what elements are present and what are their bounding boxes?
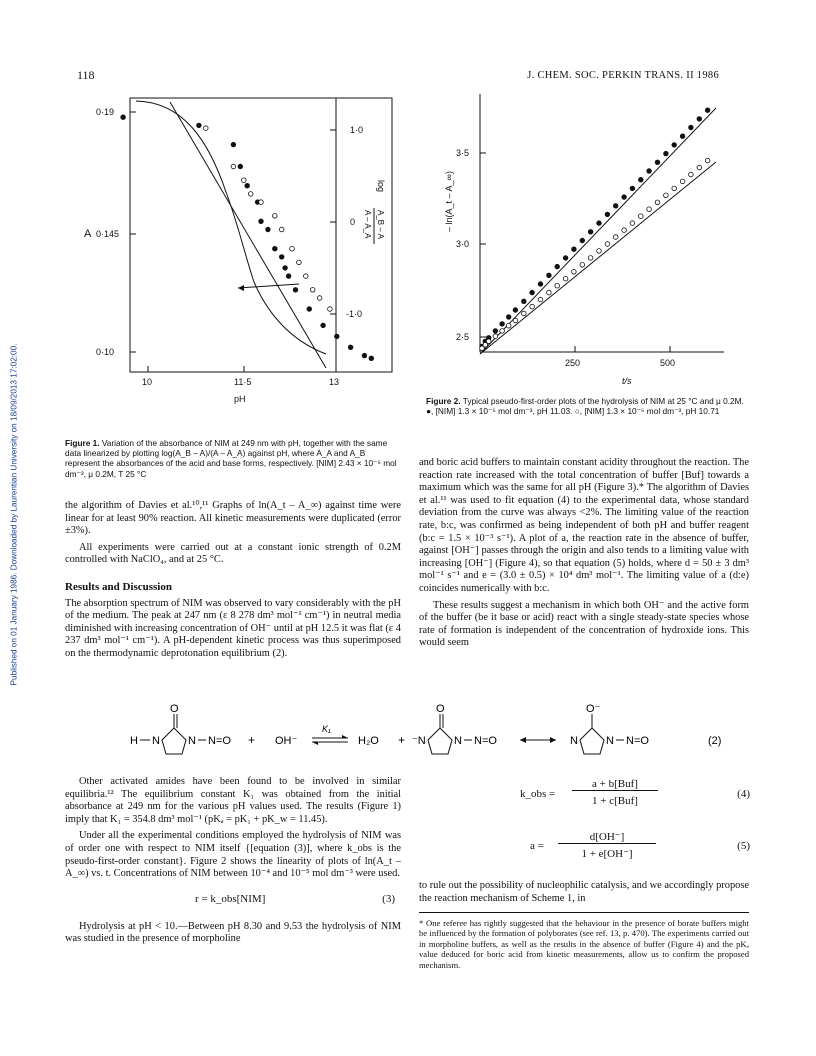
data-point xyxy=(513,318,518,323)
data-point xyxy=(572,247,577,252)
data-point xyxy=(689,172,694,177)
svg-text:H: H xyxy=(130,735,138,747)
data-point xyxy=(493,334,498,339)
journal-header: J. CHEM. SOC. PERKIN TRANS. II 1986 xyxy=(527,70,719,81)
fig2-fit-filled xyxy=(480,108,716,354)
data-point xyxy=(500,322,505,327)
data-point xyxy=(655,200,660,205)
fig2-xtick-1: 500 xyxy=(660,358,676,368)
data-point xyxy=(259,219,264,224)
paragraph: and boric acid buffers to maintain constant acidity throughout the reaction. The reaction rate increased with the total concentration of buffer [Buf] towards a maximum which was the same for all pH (Figure 3).* The algorithm of Davies et al.¹¹ was used to fit equation (4) to the experimental data, whose standard deviation from the curve was always <2%. The limiting value of the reaction rate, b:c, was confirmed as being independent of both pH and buffer reagent (b:c = 1.5 × 10⁻³ s⁻¹). A plot of a, the reaction rate in the absence of buffer, against [OH⁻] passes through the origin and also tends to a limiting value with increasing [OH⁻] (Figure 4), so that equation (5) holds, where d = 50 ± 3 dm³ mol⁻¹ s⁻¹ and e = (3.0 ± 0.5) × 10⁴ dm³ mol⁻¹. The limiting value of a (d:e) coincides numerically with b:c. xyxy=(419,457,749,594)
left-column-bottom xyxy=(65,776,401,950)
data-point xyxy=(204,126,209,131)
figure-2-caption: Figure 2. Typical pseudo-first-order plots of the hydrolysis of NIM at 25 °C and μ 0.2M. ●, [NIM] 1.3 × 10⁻⁵ mol dm⁻³, pH 11.03. ○, [NIM] 1.3 × 10⁻⁵ mol dm⁻³, pH 10.71 xyxy=(426,396,744,417)
fig2-xaxis-label: t/s xyxy=(622,376,632,386)
svg-text:N: N xyxy=(454,735,462,747)
data-point xyxy=(622,195,627,200)
data-point xyxy=(580,263,585,268)
data-point xyxy=(705,158,710,163)
svg-text:N: N xyxy=(570,735,578,747)
paragraph: The absorption spectrum of NIM was observed to vary considerably with the pH of the medium. The peak at 247 nm (ε 8 278 dm³ mol⁻¹ cm⁻¹) in neutral media diminished with increasing concentration of OH⁻ until at pH 12.5 it was flat (ε 4 237 dm³ mol⁻¹ cm⁻¹). A pH-dependent kinetic process was thus superimposed on the thermodynamic deprotonation equilibrium (2). xyxy=(65,597,401,659)
data-point xyxy=(680,134,685,139)
data-point xyxy=(259,200,264,205)
svg-text:log: log xyxy=(376,180,386,193)
footnote-divider xyxy=(419,912,749,913)
download-stamp: Published on 01 January 1986. Downloaded by Laurentian University on 18/09/2013 17:02:00. xyxy=(9,343,19,686)
fig1-right-tick-0: 1·0 xyxy=(350,125,364,135)
data-point xyxy=(273,214,278,219)
svg-text:+: + xyxy=(398,733,406,747)
data-point xyxy=(266,227,271,232)
fig1-right-tick-2: -1·0 xyxy=(346,309,363,319)
data-point xyxy=(293,288,298,293)
svg-text:A – A_A: A – A_A xyxy=(363,210,372,239)
svg-text:N: N xyxy=(606,735,614,747)
fig1-xaxis-label: pH xyxy=(234,394,246,404)
fig1-xtick-2: 13 xyxy=(329,377,340,387)
data-point xyxy=(238,164,243,169)
data-point xyxy=(580,238,585,243)
data-point xyxy=(248,192,253,197)
paragraph: Under all the experimental conditions employed the hydrolysis of NIM was of order one with respect to NIM itself {[equation (3)], where k_obs is the pseudo-first-order constant}. Figure 2 shows the linearity of plots of ln(A_t – A_∞) vs. t. Concentrations of NIM between 10⁻⁴ and 10⁻⁵ mol dm⁻³ were used. xyxy=(65,830,401,880)
data-point xyxy=(530,304,535,309)
data-point xyxy=(513,308,518,313)
right-column-top xyxy=(419,457,749,654)
data-point xyxy=(555,283,560,288)
svg-text:A_B – A: A_B – A xyxy=(376,210,385,239)
fig1-yaxis-label: A xyxy=(84,228,92,240)
data-point xyxy=(588,256,593,261)
data-point xyxy=(680,179,685,184)
data-point xyxy=(547,273,552,278)
svg-text:⁻N: ⁻N xyxy=(412,735,426,747)
paragraph: These results suggest a mechanism in which both OH⁻ and the active form of the buffer (be it base or acid) react with a single steady-state species whose rate of formation is independent of the concentration of hydroxide ions. This would seem xyxy=(419,599,749,649)
data-point xyxy=(310,288,315,293)
data-point xyxy=(362,353,367,358)
fig1-arrow-line xyxy=(238,284,299,288)
data-point xyxy=(297,260,302,265)
data-point xyxy=(317,296,322,301)
data-point xyxy=(304,274,309,279)
footnote: * One referee has rightly suggested that the behaviour in the presence of borate buffers might be influenced by the formation of polyborates (see ref. 13, p. 470). The experiments carried out in morpholine buffers, as well as the results in the absence of buffer (Figure 4) and the pKₐ value deduced for boric acid from kinetic measurements, allow us to confirm the proposed mechanism. xyxy=(419,918,749,970)
data-point xyxy=(279,227,284,232)
data-point xyxy=(307,307,312,312)
fig2-points xyxy=(480,108,710,351)
data-point xyxy=(664,151,669,156)
data-point xyxy=(655,160,660,165)
fig1-linear-fit xyxy=(170,102,326,368)
data-point xyxy=(597,249,602,254)
fig1-sigmoid-curve xyxy=(136,101,326,354)
fig1-frame xyxy=(130,98,392,372)
fig2-ytick-1: 3·0 xyxy=(456,239,470,249)
svg-text:H₂O: H₂O xyxy=(358,735,379,747)
data-point xyxy=(231,164,236,169)
fig2-ytick-0: 3·5 xyxy=(456,148,470,158)
data-point xyxy=(605,212,610,217)
data-point xyxy=(613,204,618,209)
right-column-bottom xyxy=(419,880,749,909)
data-point xyxy=(321,323,326,328)
fig1-right-tick-1: 0 xyxy=(350,217,356,227)
data-point xyxy=(647,207,652,212)
data-point xyxy=(639,214,644,219)
svg-text:OH⁻: OH⁻ xyxy=(275,735,298,747)
figure-1-chart xyxy=(74,92,404,412)
data-point xyxy=(697,165,702,170)
data-point xyxy=(647,169,652,174)
data-point xyxy=(622,228,627,233)
section-heading: Results and Discussion xyxy=(65,580,172,593)
data-point xyxy=(522,299,527,304)
data-point xyxy=(369,356,374,361)
svg-text:N: N xyxy=(152,735,160,747)
data-point xyxy=(630,221,635,226)
data-point xyxy=(500,329,505,334)
data-point xyxy=(672,186,677,191)
equation-4: k_obs = a + b[Buf] 1 + c[Buf] (4) xyxy=(520,778,750,807)
data-point xyxy=(605,242,610,247)
data-point xyxy=(664,193,669,198)
data-point xyxy=(273,246,278,251)
data-point xyxy=(697,117,702,122)
data-point xyxy=(689,125,694,130)
data-point xyxy=(328,307,333,312)
svg-text:N=O: N=O xyxy=(208,735,231,747)
svg-text:O: O xyxy=(436,703,445,715)
fig2-fit-open xyxy=(480,162,716,354)
data-point xyxy=(547,290,552,295)
fig2-yaxis-label: – ln(A_t – A_∞) xyxy=(444,171,454,232)
paragraph: to rule out the possibility of nucleophilic catalysis, and we accordingly propose the reaction mechanism of Scheme 1, in xyxy=(419,880,749,904)
figure-2-chart xyxy=(440,92,740,392)
data-point xyxy=(588,230,593,235)
svg-text:K₁: K₁ xyxy=(322,724,331,734)
data-point xyxy=(538,282,543,287)
svg-text:N: N xyxy=(188,735,196,747)
equation-5: a = d[OH⁻] 1 + e[OH⁻] (5) xyxy=(530,831,750,860)
svg-text:N=O: N=O xyxy=(474,735,497,747)
data-point xyxy=(279,255,284,260)
data-point xyxy=(348,345,353,350)
svg-text:O: O xyxy=(170,703,179,715)
data-point xyxy=(597,221,602,226)
figure-1-caption: Figure 1. Variation of the absorbance of NIM at 249 nm with pH, together with the same data linearized by plotting log(A_B – A)/(A – A_A) against pH, where A_A and A_B represent the absorbances of the acid and base forms, respectively. [NIM] 2.43 × 10⁻⁵ mol dm⁻³, μ 0.2M, T 25 °C xyxy=(65,438,397,479)
data-point xyxy=(231,142,236,147)
data-point xyxy=(563,256,568,261)
fig2-xtick-0: 250 xyxy=(565,358,581,368)
paragraph: Other activated amides have been found to be involved in similar equilibria.¹² The equilibrium constant K₁ was obtained from the initial absorbance at 249 nm for the various pH values used. The results (Figure 1) imply that K₁ = 354.8 dm³ mol⁻¹ (pKₐ = pK₁ + pK_w = 11.45). xyxy=(65,776,401,825)
data-point xyxy=(530,290,535,295)
data-point xyxy=(286,274,291,279)
fig2-ytick-2: 2·5 xyxy=(456,332,470,342)
data-point xyxy=(493,329,498,334)
data-point xyxy=(672,143,677,148)
data-point xyxy=(630,186,635,191)
fig1-ylabel-top: 0·19 xyxy=(96,107,115,117)
data-point xyxy=(506,315,511,320)
data-point xyxy=(290,246,295,251)
data-point xyxy=(245,183,250,188)
data-point xyxy=(197,123,202,128)
data-point xyxy=(639,177,644,182)
data-point xyxy=(572,270,577,275)
fig1-ylabel-bot: 0·10 xyxy=(96,347,115,357)
data-point xyxy=(506,323,511,328)
fig1-right-axis-label xyxy=(363,180,386,244)
svg-text:(2): (2) xyxy=(708,735,722,747)
left-column-top xyxy=(65,500,401,665)
page-number: 118 xyxy=(77,68,95,82)
fig1-xtick-1: 11·5 xyxy=(234,377,252,387)
equation-3: r = k_obs[NIM] (3) xyxy=(195,892,395,905)
svg-text:O⁻: O⁻ xyxy=(586,703,601,715)
data-point xyxy=(538,297,543,302)
svg-text:N=O: N=O xyxy=(626,735,649,747)
data-point xyxy=(486,339,491,344)
fig1-xtick-0: 10 xyxy=(142,377,153,387)
fig1-ylabel-mid: 0·145 xyxy=(96,229,120,239)
data-point xyxy=(555,264,560,269)
data-point xyxy=(283,266,288,271)
data-point xyxy=(242,178,247,183)
paragraph: All experiments were carried out at a constant ionic strength of 0.2M controlled with NaClO₄, and at 25 °C. xyxy=(65,541,401,566)
data-point xyxy=(121,115,126,120)
data-point xyxy=(335,334,340,339)
data-point xyxy=(522,311,527,316)
reaction-scheme-2 xyxy=(130,702,750,768)
data-point xyxy=(563,276,568,281)
paragraph: Hydrolysis at pH < 10.—Between pH 8.30 and 9.53 the hydrolysis of NIM was studied in the presence of morpholine xyxy=(65,920,401,945)
paragraph: the algorithm of Davies et al.¹⁰,¹¹ Graphs of ln(A_t – A_∞) against time were linear for at least 90% reaction. All kinetic measurements were duplicated (error ±3%). xyxy=(65,500,401,537)
data-point xyxy=(705,108,710,113)
data-point xyxy=(613,235,618,240)
svg-text:+: + xyxy=(248,733,256,747)
